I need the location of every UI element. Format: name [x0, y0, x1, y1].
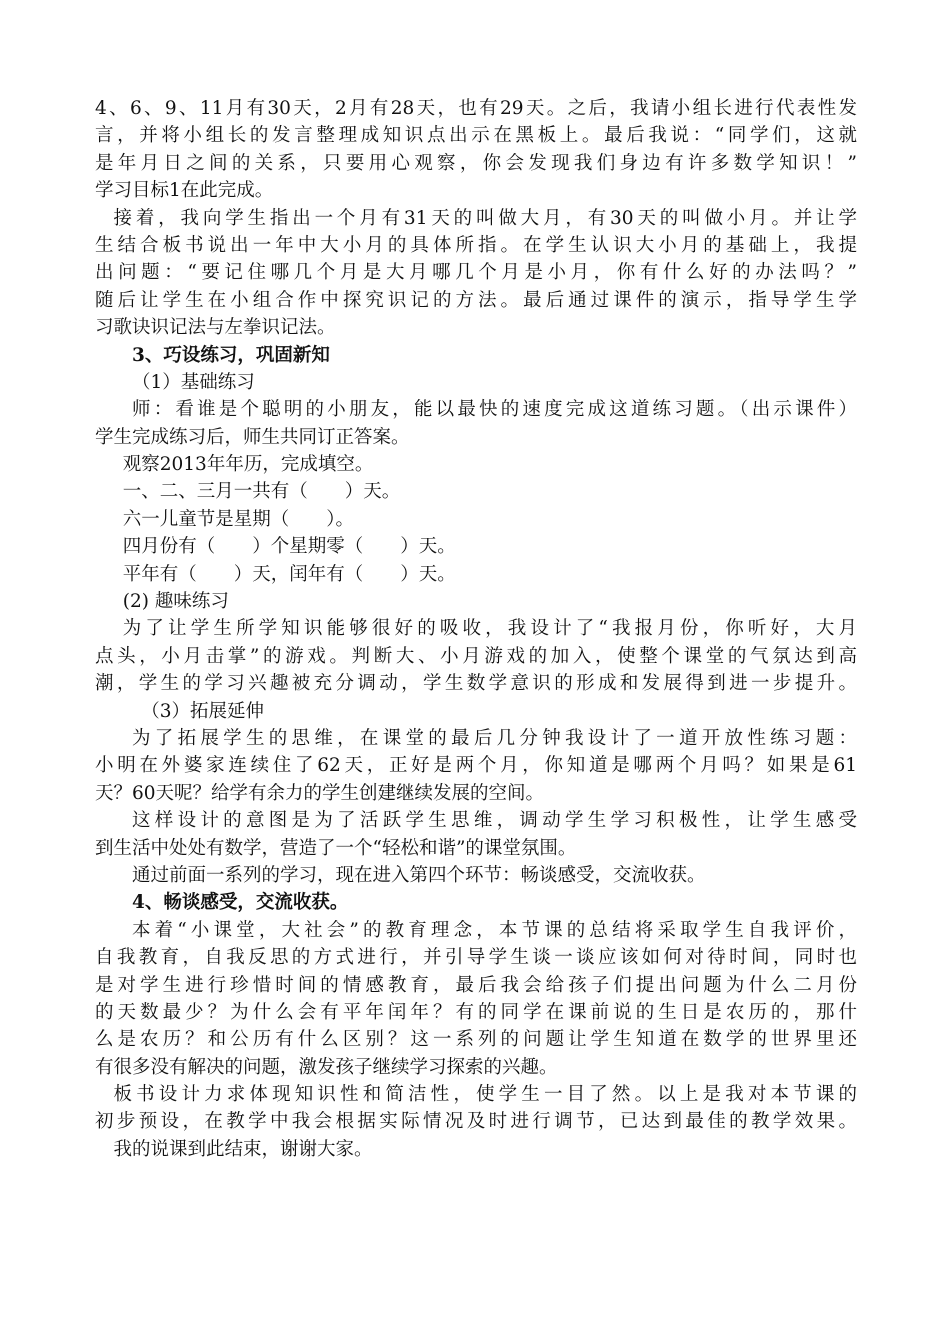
- text-line: 生结合板书说出一年中大小月的具体所指。在学生认识大小月的基础上，我提: [95, 234, 857, 256]
- text-line: 平年有（ ）天，闰年有（ ）天。: [122, 563, 456, 585]
- text-line: 出问题：“要记住哪几个月是大月哪几个月是小月，你有什么好的办法吗？”: [95, 262, 857, 284]
- document-page: [95, 95, 857, 1163]
- text-line: 学生完成练习后，师生共同订正答案。: [95, 426, 410, 448]
- text-line: 言，并将小组长的发言整理成知识点出示在黑板上。最后我说：“同学们，这就: [95, 125, 857, 147]
- text-line: 我的说课到此结束，谢谢大家。: [113, 1138, 373, 1160]
- text-line: 六一儿童节是星期（ ）。: [122, 508, 355, 530]
- section-heading: 3、巧设练习，巩固新知: [132, 344, 330, 366]
- text-line: 有很多没有解决的问题，激发孩子继续学习探索的兴趣。: [95, 1056, 558, 1078]
- text-line: 接着，我向学生指出一个月有31天的叫做大月，有30天的叫做小月。并让学: [113, 207, 857, 229]
- text-line: 师：看谁是个聪明的小朋友，能以最快的速度完成这道练习题。（出示课件）: [132, 399, 857, 421]
- text-line: 通过前面一系列的学习，现在进入第四个环节：畅谈感受，交流收获。: [132, 864, 706, 886]
- text-line: 是年月日之间的关系，只要用心观察，你会发现我们身边有许多数学知识！”: [95, 152, 857, 174]
- text-line: 点头，小月击掌”的游戏。判断大、小月游戏的加入，使整个课堂的气氛达到高: [95, 645, 857, 667]
- text-line: 一、二、三月一共有（ ）天。: [122, 481, 401, 503]
- text-line: 潮，学生的学习兴趣被充分调动，学生数学意识的形成和发展得到进一步提升。: [95, 673, 857, 695]
- text-line: 么是农历？和公历有什么区别？这一系列的问题让学生知道在数学的世界里还: [95, 1029, 857, 1051]
- text-line: 观察2013年年历，完成填空。: [122, 454, 374, 476]
- text-line: 小明在外婆家连续住了62天，正好是两个月，你知道是哪两个月吗？如果是61: [95, 755, 857, 777]
- text-line: 本着“小课堂，大社会”的教育理念，本节课的总结将采取学生自我评价，: [132, 919, 857, 941]
- text-line: 这样设计的意图是为了活跃学生思维，调动学生学习积极性，让学生感受: [132, 810, 857, 832]
- text-line: 4、6、9、11月有30天，2月有28天，也有29天。之后，我请小组长进行代表性发: [95, 98, 857, 119]
- section-heading: 4、畅谈感受，交流收获。: [132, 892, 349, 914]
- text-line: 四月份有（ ）个星期零（ ）天。: [122, 536, 456, 558]
- text-line: (2) 趣味练习: [122, 591, 229, 613]
- text-line: 为了拓展学生的思维，在课堂的最后几分钟我设计了一道开放性练习题：: [132, 727, 857, 749]
- text-line: （3）拓展延伸: [141, 700, 265, 722]
- text-line: 板书设计力求体现知识性和简洁性，使学生一目了然。以上是我对本节课的: [113, 1084, 857, 1106]
- text-line: 习歌诀识记法与左拳识记法。: [95, 317, 336, 339]
- text-line: （1）基础练习: [132, 371, 255, 393]
- text-line: 到生活中处处有数学，营造了一个“轻松和谐”的课堂氛围。: [95, 837, 577, 859]
- text-line: 学习目标1在此完成。: [95, 180, 274, 202]
- text-line: 自我教育，自我反思的方式进行，并引导学生谈一谈应该如何对待时间，同时也: [95, 947, 857, 969]
- text-line: 为了让学生所学知识能够很好的吸收，我设计了“我报月份，你听好，大月: [122, 618, 857, 640]
- text-line: 初步预设，在教学中我会根据实际情况及时进行调节，已达到最佳的教学效果。: [95, 1111, 857, 1133]
- text-line: 是对学生进行珍惜时间的情感教育，最后我会给孩子们提出问题为什么二月份: [95, 974, 857, 996]
- text-line: 的天数最少？为什么会有平年闰年？有的同学在课前说的生日是农历的，那什: [95, 1001, 857, 1023]
- text-line: 天？60天呢？给学有余力的学生创建继续发展的空间。: [95, 782, 545, 804]
- text-line: 随后让学生在小组合作中探究识记的方法。最后通过课件的演示，指导学生学: [95, 289, 857, 311]
